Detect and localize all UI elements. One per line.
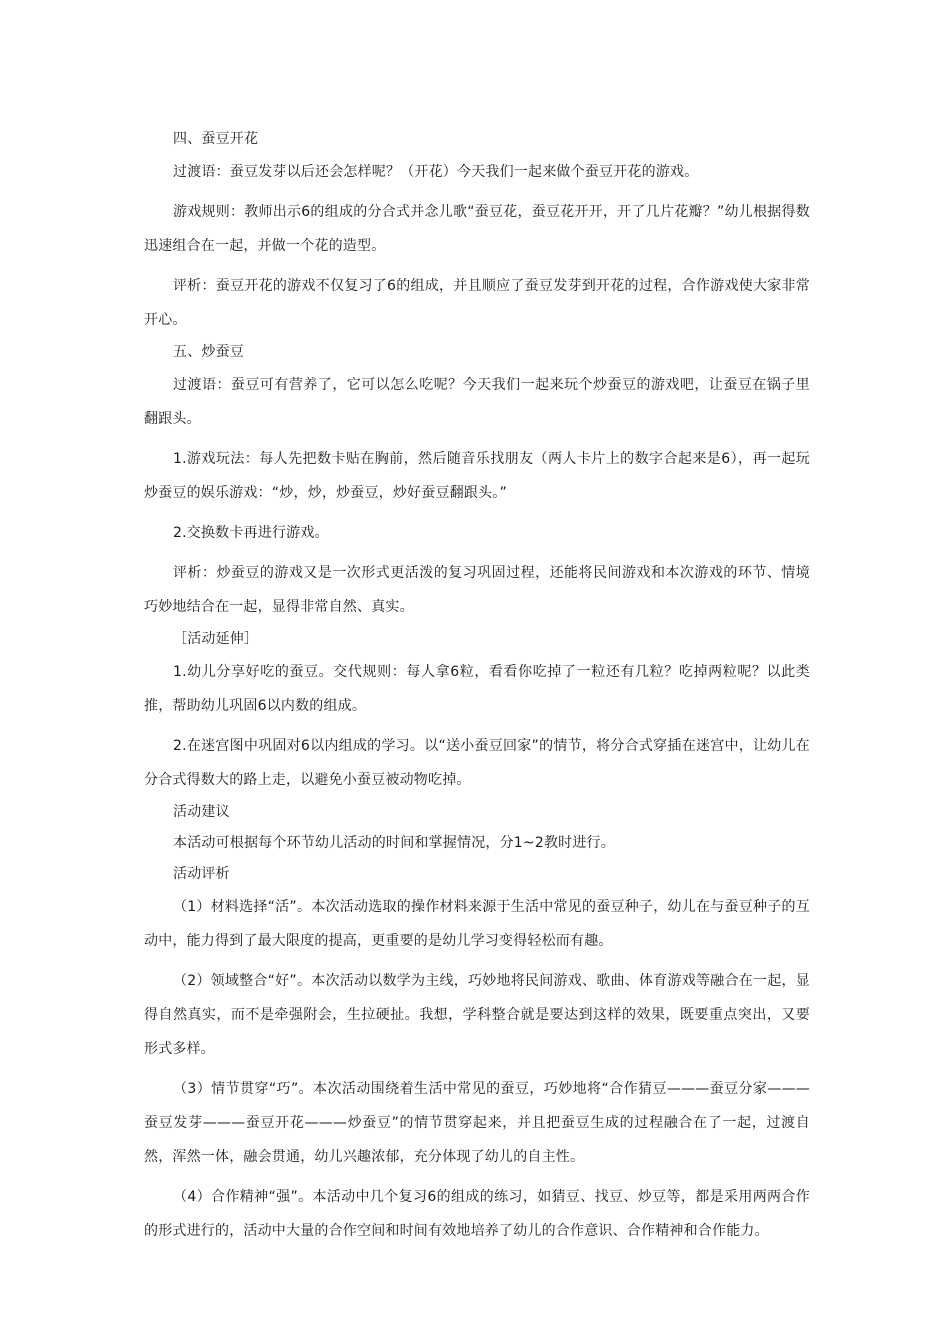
section5-step2: 2.交换数卡再进行游戏。 [173, 525, 329, 541]
document-body [144, 124, 810, 1254]
extension-heading: ［活动延伸］ [173, 631, 259, 647]
analysis-heading: 活动评析 [173, 866, 230, 882]
section5-comment: 评析：炒蚕豆的游戏又是一次形式更活泼的复习巩固过程，还能将民间游戏和本次游戏的环节、情境巧妙地结合在一起，显得非常自然、真实。 [144, 565, 810, 615]
analysis-item-3: （3）情节贯穿“巧”。本次活动围绕着生活中常见的蚕豆，巧妙地将“合作猜豆———蚕豆分家———蚕豆发芽———蚕豆开花———炒蚕豆”的情节贯穿起来，并且把蚕豆生成的过程融合在了一起，过渡自然，浑然一体，融会贯通，幼儿兴趣浓郁，充分体现了幼儿的自主性。 [144, 1081, 810, 1165]
extension-item-1: 1.幼儿分享好吃的蚕豆。交代规则：每人拿6粒，看看你吃掉了一粒还有几粒？吃掉两粒呢？以此类推，帮助幼儿巩固6以内数的组成。 [144, 664, 810, 714]
section5-step1: 1.游戏玩法：每人先把数卡贴在胸前，然后随音乐找朋友（两人卡片上的数字合起来是6），再一起玩炒蚕豆的娱乐游戏：“炒，炒，炒蚕豆，炒好蚕豆翻跟头。” [144, 451, 810, 501]
analysis-item-1: （1）材料选择“活”。本次活动选取的操作材料来源于生活中常见的蚕豆种子，幼儿在与蚕豆种子的互动中，能力得到了最大限度的提高，更重要的是幼儿学习变得轻松而有趣。 [144, 899, 810, 949]
extension-item-2: 2.在迷宫图中巩固对6以内组成的学习。以“送小蚕豆回家”的情节，将分合式穿插在迷宫中，让幼儿在分合式得数大的路上走，以避免小蚕豆被动物吃掉。 [144, 738, 810, 788]
section4-transition: 过渡语：蚕豆发芽以后还会怎样呢？（开花）今天我们一起来做个蚕豆开花的游戏。 [173, 164, 699, 180]
analysis-item-4: （4）合作精神“强”。本活动中几个复习6的组成的练习，如猜豆、找豆、炒豆等，都是采用两两合作的形式进行的，活动中大量的合作空间和时间有效地培养了幼儿的合作意识、合作精神和合作能力。 [144, 1189, 810, 1239]
section4-rules: 游戏规则：教师出示6的组成的分合式并念儿歌“蚕豆花，蚕豆花开开，开了几片花瓣？”幼儿根据得数迅速组合在一起，并做一个花的造型。 [144, 204, 810, 254]
analysis-item-2: （2）领域整合“好”。本次活动以数学为主线，巧妙地将民间游戏、歌曲、体育游戏等融合在一起，显得自然真实，而不是牵强附会，生拉硬扯。我想，学科整合就是要达到这样的效果，既要重点突出，又要形式多样。 [144, 973, 810, 1057]
section4-comment: 评析：蚕豆开花的游戏不仅复习了6的组成，并且顺应了蚕豆发芽到开花的过程，合作游戏使大家非常开心。 [144, 278, 810, 328]
section5-heading: 五、炒蚕豆 [173, 344, 244, 360]
section4-heading: 四、蚕豆开花 [173, 131, 259, 147]
suggestion-text: 本活动可根据每个环节幼儿活动的时间和掌握情况，分1~2教时进行。 [173, 835, 615, 851]
suggestion-heading: 活动建议 [173, 804, 230, 820]
section5-transition: 过渡语：蚕豆可有营养了，它可以怎么吃呢？今天我们一起来玩个炒蚕豆的游戏吧，让蚕豆在锅子里翻跟头。 [144, 377, 810, 427]
